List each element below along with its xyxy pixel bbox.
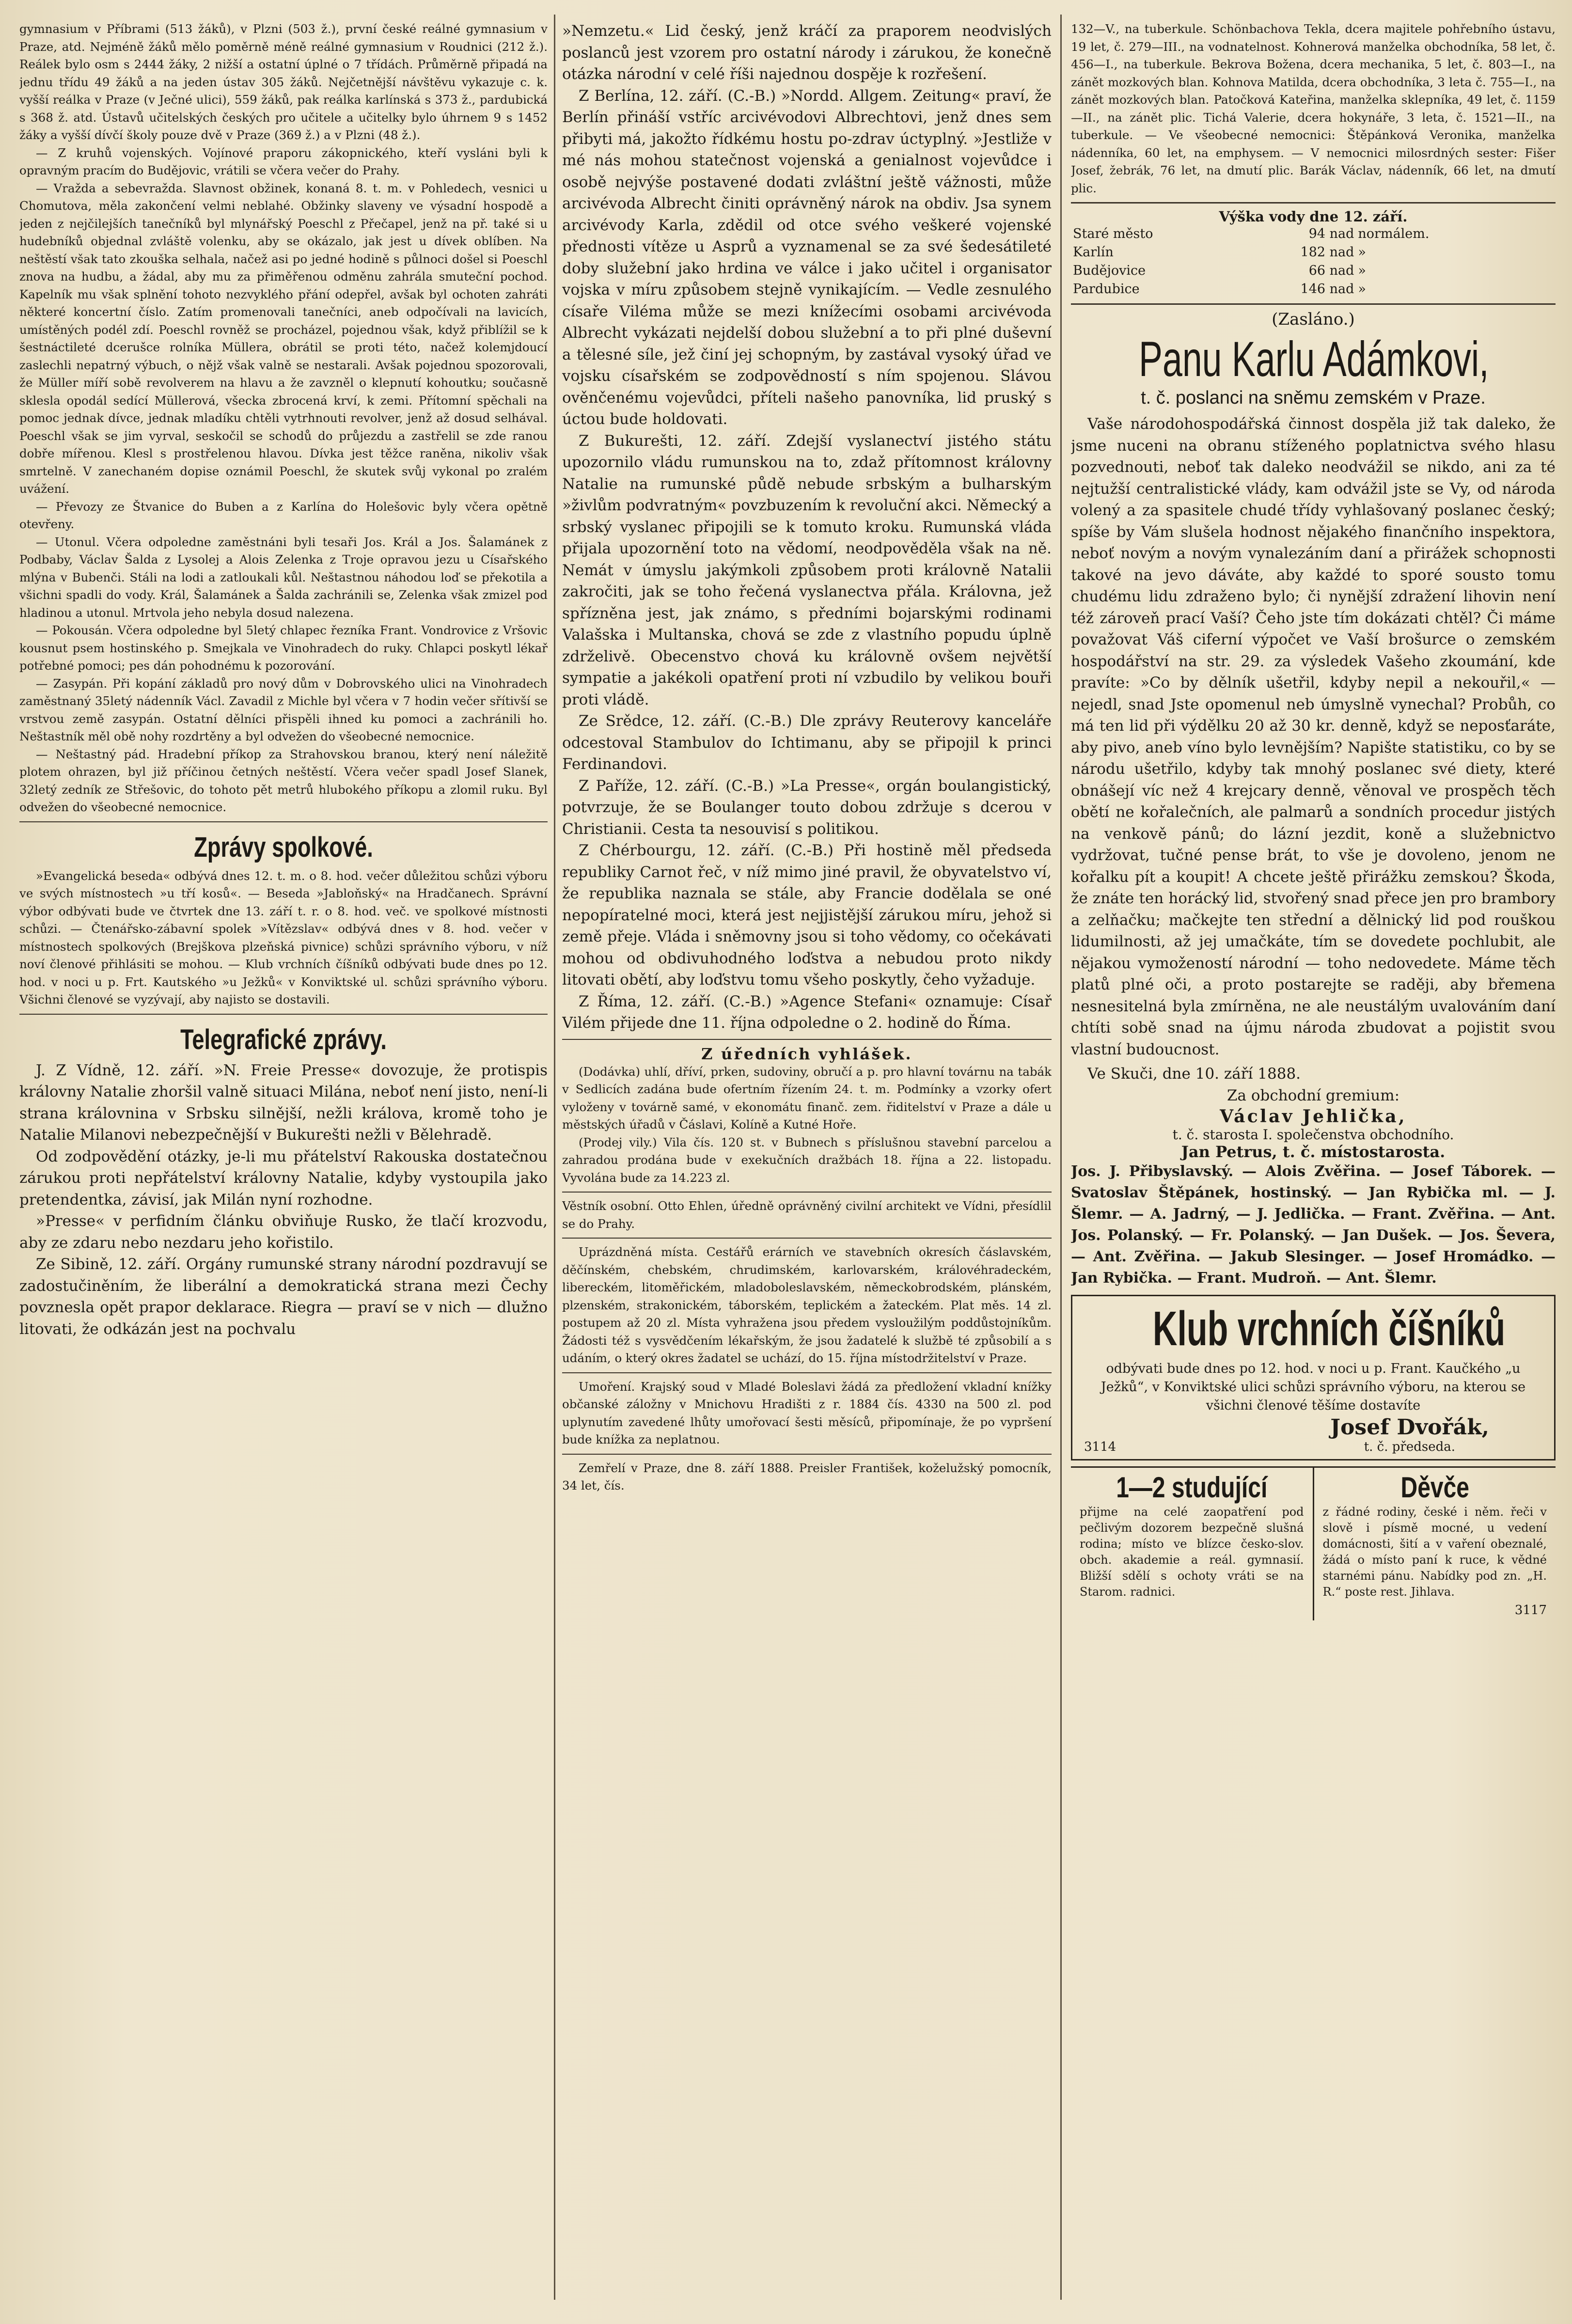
section-heading-official: Z úředních vyhlášek. [701,1044,912,1063]
ad-title: 1—2 studující [1116,1471,1268,1504]
section-heading-telegraph: Telegrafické zprávy. [180,1023,387,1055]
table-cell: Pardubice [1073,282,1140,297]
signer-deputy: Jan Petrus, t. č. místostarosta. [1181,1143,1446,1161]
telegraph-text: Od zodpovědění otázky, je-li mu přátelství Rakouska dostatečnou zárukou proti nepřátelství královny Natalie, kdyby vystoupila jako pretendentka, závisí, jak Milán nyní rozhodne. [19,1147,548,1209]
telegraph-bucharest: Z Bukurešti, 12. září. Zdejší vyslanectví jistého státu upozornilo vládu rumunskou na to, zdaž přítomnost královny Natalie na rumunské půdě nebude srbským a bulharským »živlům podvratným« povzbuzením k revoluční akci. Německý a srbský vyslanec připojili se k tomuto kroku. Rumunská vláda přijala upozornění toto na vědomí, neodpověděla však na ně. Nemát v úmyslu jakýmkoli způsobem proti královně Natalii zakročiti, jak se toho řečená vyslanectva přála. Královna, jež spřízněna jest, jak známo, s předními bojarskými rodinami Valašska i Multanska, chová se zde z vlastního popudu úplně zdrželivě. Obecenstvo chová ku královně ovšem největší sympatie a jakékoli opatření proti ní vzbudilo by velikou bouři proti vládě. [562,432,1052,708]
open-letter-signoff: Za obchodní gremium: [1226,1086,1400,1104]
table-cell: » [1358,282,1366,297]
advertisement-girl [1314,1468,1556,1620]
telegraph-sibin: Ze Sibině, 12. září. Orgány rumunské strany národní pozdravují se zadostučiněním, že liberální a demokratická strana mezi Čechy povznesla opět prapor deklarace. Riegra — praví se v nich — dlužno litovati, že odkázán jest na pochvalu [19,1256,548,1338]
column-rule [554,15,555,2300]
divider [562,1454,1052,1455]
telegraph-text: »Presse« v perfidním článku obviňuje Rusko, že tlačí krozvodu, aby ze zdaru nebo nezdaru jeho kořistilo. [19,1212,548,1252]
ad-title: Klub vrchních číšníků [1152,1302,1506,1356]
table-cell: normálem. [1358,226,1430,241]
table-cell: » [1358,263,1366,278]
small-ads [1071,1466,1556,1620]
deaths-prague: Zemřelí v Praze, dne 8. září 1888. Preisler František, koželužský pomocník, 34 let, čís. [562,1460,1052,1492]
open-letter-text: Vaše národohospodářská činnost dospěla již tak daleko, že jsme nuceni na obranu stíženého poplatnictva svého hlasu pozvednouti, neboť tak daleko neodvážil se nikdo, ani za té nejtužší centralistické vlády, kam odvážil jste se Vy, od národa volený a za spasitele chudé třídy vyhlašovaný poslanec český; spíše by Vám slušela hodnost nějakého finančního inspektora, neboť novým a novým vynalezáním daní a přirážek schopnosti takové na jevo dáváte, aby každé to sporé sousto tomu chudému lidu zdraženo bylo; či nynější zdražení lihovin není též zároveň prací Vaší? Čeho jste tím dokázati chtěl? Či máme považovat Váš ciferní výpočet ve Vaší brošurce o zemském hospodářství na str. 29. za výsledek Vašeho zkoumání, kde pravíte: »Co by dělník ušetřil, kdyby nepil a nekouřil,« — nejedl, snad Jste opomenul neb úmyslně vynechal? Probůh, co má ten lid při výdělku 20 až 30 kr. denně, když se neposťaráte, aby pivo, aneb víno bylo levnějším? Napište statistiku, co by se národu ušetřilo, kdyby tak mnohý poslanec své diety, které obnášejí víc než 4 krejcary denně, věnoval ve prospěch těch obětí ne kořalečních, ale palmarů a sondních procedur jistých na venkově pánů; do lázní jezdit, koně a služebnictvo vydržovat, tučné pense brát, to vše je dovoleno, jenom ne kořalku pít a koupit! A chcete ještě přirážku zemskou? Škoda, že znáte ten horácký lid, stvořený snad přece jen pro brambory a zelňačku; mačkejte ten střední a dělnický lid pod rouškou lidumilnosti, až jej umačkáte, tím se dovedete pochlubit, ale nějakou vymožeností národní — toho nedovedete. Máme těch platů plné oči, a proto postarejte se raději, aby břemena nesnesitelná byla zmírněna, ne ale neustálým uvalováním daní chtíti sobě snad na újmu národa zbudovat a pojistit svou vlastní budoucnost. [1071,415,1556,1058]
column-right [1071,20,1556,2295]
open-letter-subtitle: t. č. poslanci na sněmu zemském v Praze. [1141,388,1486,408]
table-cell: 146 nad [1300,282,1354,297]
table-cell: Karlín [1073,245,1114,260]
water-levels [1071,208,1556,298]
telegraph-rome: Z Říma, 12. září. (C.-B.) »Agence Stefani« oznamuje: Císař Vilém přijede dne 11. října odpoledne o 2. hodině do Říma. [562,992,1052,1032]
official-notice: (Prodej vily.) Vila čís. 120 st. v Bubnech s příslušnou stavební parcelou a zahradou prodána bude v exekučních dražbách 18. října a 22. listopadu. Vyvolána bude za 14.223 zl. [562,1135,1052,1185]
table-cell: 182 nad [1300,245,1354,260]
article-fall: — Neštastný pád. Hradební příkop za Strahovskou branou, který není náležitě plotem ohrazen, byl již příčinou četných neštěstí. Včera večer spadl Josef Slanek, 32letý zedník ze Střešovic, do tohoto pět metrů hlubokého příkopu a zlomil ruku. Byl odvežen do všeobecné nemocnice. [19,747,548,814]
article-murder-suicide: — Vražda a sebevražda. Slavnost obžinek, konaná 8. t. m. v Pohledech, vesnici u Chomutova, měla zakončení velmi neblahé. Obžinky slaveny ve výsadní hospodě a jeden z nejčilejších tanečníků byl mlynářský Poeschl z Přečapel, jenž na př. také si u hudebníků objednal zvláště volenku, aby se okázalo, jak jest u dívek oblíben. Na neštěstí však tato zkouška selhala, načež asi po jedné hodině s půlnoci došel si Poeschl znova na hudbu, a žádal, aby mu za přiměřenou odměnu zahrála smuteční pochod. Kapelník mu však splnění tohoto nezvyklého přání odepřel, avšak byl ochoten zahráti některé koncertní číslo. Zatím promenovali tanečníci, aneb odpočívali na lavicích, umístěných podél zdí. Poeschl rovněž se procházel, pojednou však, když přiblížil se k šestnáctileté dcerušce rolníka Müllera, obrátil se proti této, načež kolemjdoucí zaslechli nepatrný výbuch, o nějž však valně se nestarali. Avšak pojednou spozorovali, že Müller míří sobě revolverem na hlavu a že zavzněl o klepnutí kohoutku; současně sklesla opodál sedící Müllerová, všecka zbrocená krví, k zemi. Přítomní spěchali na pomoc jednak dívce, jednak mladíku chtěli vytrhnouti revolver, jenž až dosud selhával. Poeschl však se jim vyrval, seskočil se schodů do průjezdu a zastřelil se zde ranou dobře mířenou. Klesl s prostřelenou hlavou. Dívka jest těžce raněna, nikoliv však smrtelně. V zanechaném dopise oznámil Poeschl, že skutek svůj vykonal po zralém uvážení. [19,181,548,496]
table-cell: 66 nad [1308,263,1354,278]
ad-number: 3117 [1514,1603,1547,1617]
divider [562,1238,1052,1239]
table-row [1071,225,1556,243]
telegraph-cherbourg: Z Chérbourgu, 12. září. (C.-B.) Při hostině měl předseda republiky Carnot řeč, v níž mimo jiné pravil, že obyvatelstvo ví, že republika naznala se stále, aby Francie dodělala se oné nepopíratelné moci, která jest nejjistější zárukou míru, jehož si země přeje. Vláda i sněmovny jsou si toho vědomy, co očekávati mohou od obdivuhodného loďstva a nebudou proto nikdy litovati obětí, aby loďstvu tomu všeho poskytly, čeho vyžaduje. [562,842,1052,989]
article-ferries: — Převozy ze Štvanice do Buben a z Karlína do Holešovic byly včera opětně otevřeny. [19,499,548,531]
divider [1071,303,1556,305]
table-cell: 94 nad [1308,226,1354,241]
ad-signature: Josef Dvořák, [1330,1415,1489,1440]
table-row [1071,262,1556,280]
ad-footer [1084,1440,1542,1454]
table-row [1071,280,1556,298]
article-military: — Z kruhů vojenských. Vojínové praporu zákopnického, kteří vysláni byli k opravným pracím do Budějovic, vrátili se včera večer do Prahy. [19,145,548,177]
deaths-continued: 132—V., na tuberkule. Schönbachova Tekla, dcera majitele pohřebního ústavu, 19 let, č. 279—III., na vodnatelnost. Kohnerová manželka obchodníka, 58 let, č. 456—I., na tuberkule. Bekrova Božena, dcera mechanika, 5 let, č. 803—I., na zánět mozkových blan. Kohnova Matilda, dcera obchodníka, 3 leta č. 755—I., na zánět mozkových blan. Patočková Kateřina, manželka sklepníka, 49 let, č. 1159—II., na zánět plic. Tichá Valerie, dcera hokynáře, 3 leta, č. 1521—II., na tuberkule. — Ve všeobecné nemocnici: Štěpánková Veronika, manželka nádenníka, 60 let, na emphysem. — V nemocnici milosrdných sester: Fišer Josef, žebrák, 76 let, na dmutí plic. Barák Václav, nádenník, 66 let, na dmutí plic. [1071,22,1556,195]
telegraph-berlin: Z Berlína, 12. září. (C.-B.) »Nordd. Allgem. Zeitung« praví, že Berlín přináší vstříc arcivévodovi Albrechtovi, jenž dnes sem přibyti má, jakožto řídkému hostu po-zdrav úctyplný. »Jestliže v mé nás mohou statečnost vojenská a genialnost vojevůdce i osobě nejvýše postavené dodati zvláštní ještě vážnosti, může arcivévoda Albrecht činiti oprávněný nárok na obdiv. Jsa synem arcivévody Karla, zdědil od otce svého veškeré vojenské přednosti vítěze u Asprů a vyznamenal se za své šedesátileté doby služební jako hrdina ve válce i jako učitel i organisator vojska v míru způsobem stejně vynikajícím. — Vedle zesnulého císaře Viléma může se mezi knížecími osobami arcivévoda Albrecht vykázati nejdelší dobou služební a to při plné duševní a tělesné síle, jež činí jej schopným, by zastával vysoký úřad ve vojsku císařském se zodpovědností s ním spojenou. Slávou ověnčenému vojevůdci, příteli našeho panovníka, lid pruský s úctou bude holdovati. [562,87,1052,428]
article-drowned: — Utonul. Včera odpoledne zaměstnáni byli tesaři Jos. Král a Jos. Šalamánek z Podbaby, Václav Šalda z Lysolej a Alois Zelenka z Troje opravou jezu u Císařského mlýna v Bubenči. Stáli na lodi a zatloukali kůl. Neštastnou náhodou loď se překotila a všichni spadli do vody. Král, Šalamánek a Šalda zachránili se, Zelenka však zmizel pod hladinou a utonul. Mrtvola jeho nebyla dosud nalezena. [19,534,548,620]
divider [562,1372,1052,1373]
table-row [1071,243,1556,262]
divider [562,1192,1052,1193]
column-left [19,20,548,2295]
table-cell: » [1358,245,1366,260]
divider [19,1014,548,1015]
advertisement-waiters-club [1071,1295,1556,1460]
table-cell: Budějovice [1073,263,1146,278]
article-buried: — Zasypán. Při kopání základů pro nový dům v Dobrovského ulici na Vinohradech zaměstnaný 35letý nádenník Václ. Zavadil z Michle byl včera v 7 hodin večer sřítivší se vrstvou země zasypán. Ostatní dělníci přispěli ihned ku pomoci a zachránili ho. Neštastník měl obě nohy rozdrtěny a byl odvežen do všeobecné nemocnice. [19,676,548,743]
ad-title: Děvče [1400,1471,1469,1504]
personal-bulletin: Věstník osobní. Otto Ehlen, úředně oprávněný civilní architekt ve Vídni, přesídlil se do Prahy. [562,1199,1052,1231]
telegraph-vienna: J. Z Vídně, 12. září. »N. Freie Presse« dovozuje, že protispis královny Natalie zhoršil valně situaci Milána, neboť není jisto, není-li strana královnina v Srbsku silnější, nežli králova, kromě toho je Natalie Milanovi nebezpečnější v Bukurešti nežli v Bělehradě. [19,1061,548,1144]
cancellation-notice: Umoření. Krajský soud v Mladé Boleslavi žádá za předložení vkladní knížky občanské záložny v Mnichovu Hradišti z r. 1884 čís. 4330 na 500 zl. pod uplynutím zavedené lhůty umořovací šesti měsíců, připomínaje, že po vypršení bude knížka za neplatnou. [562,1379,1052,1446]
open-letter-date: Ve Skuči, dne 10. září 1888. [1087,1065,1301,1083]
club-news-text: »Evangelická beseda« odbývá dnes 12. t. m. o 8. hod. večer důležitou schůzi výboru ve svých místnostech »u tří kosů«. — Beseda »Jabloňský« na Hradčanech. Správní výbor odbývati bude ve čtvrtek dne 13. září t. r. o 8. hod. več. ve spolkové místnosti schůzi. — Čtenářsko-zábavní spolek »Vítězslav« odbývá dnes v 8. hod. večer v místnostech spolkových (Brejškova plzeňská pivnice) schůzi správního výboru, v níž noví členové přihlásiti se mohou. — Klub vrchních číšníků odbývati bude dnes po 12. hod. v noci u p. Frt. Kautského »u Ježků« v Konviktské ul. schůzi správního výboru. Všichni členové se vyzývají, aby najisto se dostavili. [19,868,548,1006]
advertisement-students [1071,1468,1314,1620]
table-cell: Staré město [1073,226,1153,241]
water-levels-table [1071,225,1556,298]
ad-number: 3114 [1084,1440,1116,1454]
column-middle [562,20,1052,2295]
telegraph-paris: Z Paříže, 12. září. (C.-B.) »La Presse«, orgán boulangistický, potvrzuje, že se Boulanger touto dobou zdržuje s dcerou v Christianii. Cesta ta nesouvisí s politikou. [562,777,1052,838]
divider [1071,202,1556,204]
ad-text: z řádné rodiny, české i něm. řeči v slově i písmě mocné, u vedení domácnosti, šití a v vaření obeznalé, žádá o místo paní k ruce, k vědné starnémi pánu. Nabídky pod zn. „H. R.“ poste rest. Jihlava. [1322,1505,1547,1599]
divider [562,1039,1052,1040]
ad-text: přijme na celé zaopatření pod pečlivým dozorem bezpečně slušná rodina; místo ve blízce česko-slov. obch. akademie a reál. gymnasií. Bližší sdělí s ochoty vráti se na Starom. radnici. [1080,1505,1304,1599]
vacancies: Uprázdněná místa. Cestářů erárních ve stavebních okresích čáslavském, děčínském, chebském, chrudimském, karlovarském, královéhradeckém, libereckém, litoměřickém, mladoboleslavském, německobrodském, plánském, plzenském, strakonickém, táborském, teplickém a žateckém. Plat měs. 14 zl. postupem až 20 zl. Místa vyhražena jsou předem vysloužilým poddůstojníkům. Žádosti též s vysvědčením lékařským, že jsou žadatelé k službě té způsobilí a s udáním, o který okres žadatel se uchází, do 15. října místodržitelství v Praze. [562,1245,1052,1365]
official-notice: (Dodávka) uhlí, dříví, prken, sudoviny, obručí a p. pro hlavní továrnu na tabák v Sedlicích zadána bude ofertním řízením 24. t. m. Podmínky a vzorky ofert vyloženy v továrně samé, v ekonomátu finanč. zem. řiditelství v Praze a dále u městských úřadů v Čáslavi, Kolíně a Kutné Hoře. [562,1064,1052,1131]
sent-in-label: (Zasláno.) [1272,310,1355,329]
open-letter-title: Panu Karlu Adámkovi, [1139,331,1489,387]
section-heading-club-news: Zprávy spolkové. [194,831,373,863]
article-text: gymnasium v Příbrami (513 žáků), v Plzni (503 ž.), první české reálné gymnasium v Praze, atd. Nejméně žáků mělo poměrně méně reálné gymnasium v Roudnici (212 ž.). Reálek bylo osm s 2444 žáky, 2 nižší a ostatní úplné o 7 třídách. Průměrně připadá na jednu třídu 49 žáků a na jeden ústav 305 žáků. Nejčetnější návštěvu vykazuje c. k. vyšší reálka v Praze (v Ječné ulici), 559 žáků, pak reálka karlínská s 373 ž., pardubická s 368 ž. atd. Ústavů učitelských českých pro učitele a učitelky bylo úhrnem 9 s 1452 žáky a vyšší dívčí školy pouze dvě v Praze (369 ž.) a v Plzni (48 ž.). [19,22,548,142]
signer-main-role: t. č. starosta I. společenstva obchodního. [1172,1127,1454,1143]
ad-text: odbývati bude dnes po 12. hod. v noci u p. Frant. Kaučkého „u Ježků“, v Konviktské ulici schůzi správního výboru, na kterou se všichni členové těšíme dostavíte [1100,1361,1526,1413]
ad-signature-role: t. č. předseda. [1364,1440,1455,1454]
water-levels-title: Výška vody dne 12. září. [1219,208,1408,225]
telegraph-text: »Nemzetu.« Lid český, jenž kráčí za praporem neodvislých poslanců jest vzorem pro ostatní národy i zárukou, že konečně otázka národní v celé říši najednou dospěje k rozřešení. [562,22,1052,83]
divider [19,821,548,822]
signers-list: Jos. J. Přibyslavský. — Alois Zvěřina. — Josef Táborek. — Svatoslav Štěpánek, hostinský. — Jan Rybička ml. — J. Šlemr. — A. Jadrný, — J. Jedlička. — Frant. Zvěřina. — Ant. Jos. Polanský. — Fr. Polanský. — Jan Dušek. — Jos. Ševera, — Ant. Zvěřina. — Jakub Slesinger. — Josef Hromádko. — Jan Rybička. — Frant. Mudroň. — Ant. Šlemr. [1071,1163,1556,1287]
column-rule [1060,15,1062,2300]
signer-main: Václav Jehlička, [1220,1106,1407,1127]
article-bitten: — Pokousán. Včera odpoledne byl 5letý chlapec řezníka Frant. Vondrovice z Vršovic kousnut psem hostinského p. Smejkala ve Vinohradech do ruky. Chlapci poskytl lékař potřebné pomoci; pes dán pohodnému k pozorování. [19,623,548,673]
telegraph-sofia: Ze Srědce, 12. září. (C.-B.) Dle zprávy Reuterovy kanceláře odcestoval Stambulov do Ichtimanu, aby se připojil k princi Ferdinandovi. [562,712,1052,773]
